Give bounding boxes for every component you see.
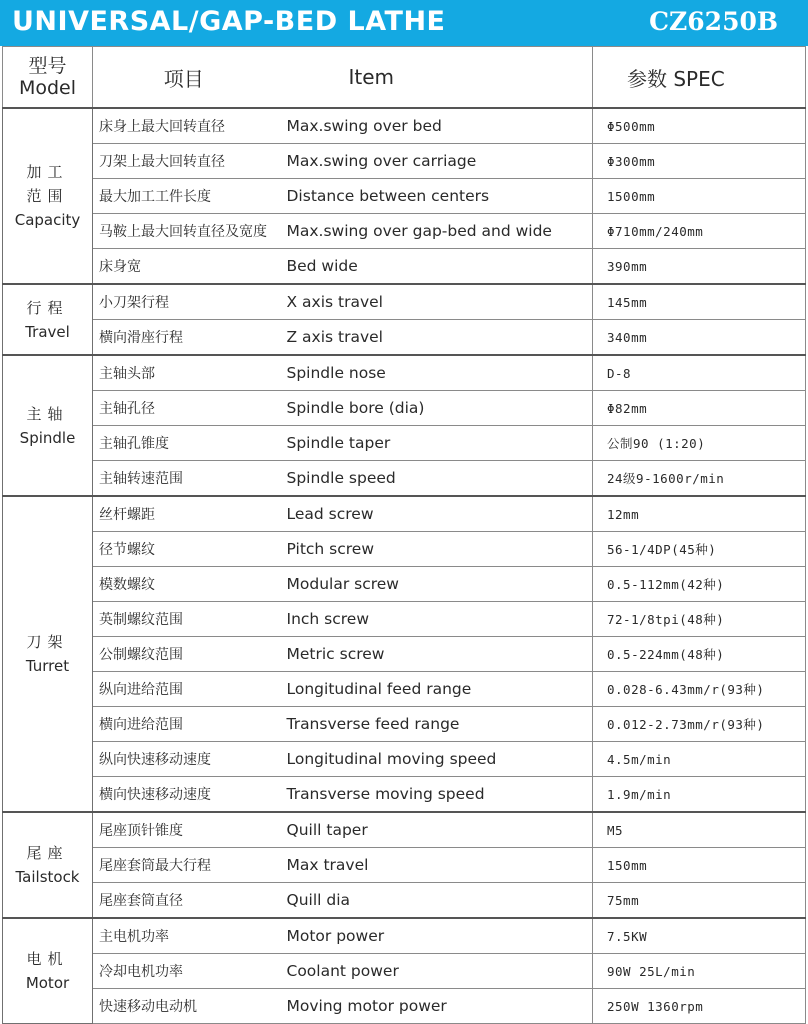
model-number: CZ6250B — [649, 7, 778, 36]
table-row — [3, 777, 806, 813]
spec-table — [2, 46, 806, 1024]
item-name-cn: 横向滑座行程 — [93, 320, 275, 356]
item-name-cn: 尾座顶针锥度 — [93, 812, 275, 848]
item-name-cn: 尾座套筒最大行程 — [93, 848, 275, 883]
item-name-en: X axis travel — [275, 284, 593, 320]
group-label-en: Spindle — [19, 428, 76, 447]
spec-value: 90W 25L/min — [593, 954, 806, 989]
item-name-en: Spindle nose — [275, 355, 593, 391]
spec-value: 12mm — [593, 496, 806, 532]
table-row — [3, 954, 806, 989]
spec-value: 24级9-1600r/min — [593, 461, 806, 497]
item-name-en: Longitudinal feed range — [275, 672, 593, 707]
item-name-en: Metric screw — [275, 637, 593, 672]
table-row — [3, 108, 806, 144]
item-name-en: Spindle speed — [275, 461, 593, 497]
spec-value: 150mm — [593, 848, 806, 883]
item-name-en: Max.swing over bed — [275, 108, 593, 144]
item-name-cn: 尾座套筒直径 — [93, 883, 275, 919]
spec-value: Φ300mm — [593, 144, 806, 179]
spec-table-body — [3, 108, 806, 1024]
group-label — [3, 812, 93, 918]
item-name-en: Max travel — [275, 848, 593, 883]
spec-value: 0.5-224mm(48种) — [593, 637, 806, 672]
group-label-cn: 刀架 — [26, 633, 69, 651]
item-name-cn: 最大加工工件长度 — [93, 179, 275, 214]
item-name-cn: 刀架上最大回转直径 — [93, 144, 275, 179]
table-row — [3, 567, 806, 602]
item-name-cn: 纵向快速移动速度 — [93, 742, 275, 777]
group-label-cn: 加工 范围 — [26, 163, 69, 205]
item-name-en: Motor power — [275, 918, 593, 954]
item-name-en: Distance between centers — [275, 179, 593, 214]
spec-value: 145mm — [593, 284, 806, 320]
table-row — [3, 672, 806, 707]
spec-value: 75mm — [593, 883, 806, 919]
table-row — [3, 918, 806, 954]
item-name-cn: 床身宽 — [93, 249, 275, 285]
spec-value: 1500mm — [593, 179, 806, 214]
header-spec: 参数 SPEC — [593, 47, 806, 109]
table-row — [3, 249, 806, 285]
table-row — [3, 461, 806, 497]
group-label — [3, 918, 93, 1024]
item-name-en: Pitch screw — [275, 532, 593, 567]
item-name-en: Quill taper — [275, 812, 593, 848]
item-name-cn: 横向快速移动速度 — [93, 777, 275, 813]
spec-value: 1.9m/min — [593, 777, 806, 813]
group-label — [3, 496, 93, 812]
group-label-cn: 主轴 — [26, 404, 69, 423]
table-row — [3, 989, 806, 1024]
item-name-cn: 主轴孔锥度 — [93, 426, 275, 461]
item-name-en: Spindle taper — [275, 426, 593, 461]
group-label-en: Turret — [25, 657, 70, 675]
item-name-cn: 丝杆螺距 — [93, 496, 275, 532]
header-model — [3, 47, 93, 109]
item-name-cn: 冷却电机功率 — [93, 954, 275, 989]
item-name-cn: 模数螺纹 — [93, 567, 275, 602]
item-name-en: Inch screw — [275, 602, 593, 637]
spec-value: 7.5KW — [593, 918, 806, 954]
item-name-en: Bed wide — [275, 249, 593, 285]
table-row — [3, 355, 806, 391]
spec-value: Φ500mm — [593, 108, 806, 144]
item-name-cn: 主轴孔径 — [93, 391, 275, 426]
table-row — [3, 426, 806, 461]
item-name-en: Quill dia — [275, 883, 593, 919]
table-row — [3, 637, 806, 672]
spec-value: D-8 — [593, 355, 806, 391]
item-name-en: Transverse feed range — [275, 707, 593, 742]
spec-value: 0.5-112mm(42种) — [593, 567, 806, 602]
item-name-cn: 英制螺纹范围 — [93, 602, 275, 637]
item-name-cn: 主轴转速范围 — [93, 461, 275, 497]
spec-value: 4.5m/min — [593, 742, 806, 777]
item-name-en: Longitudinal moving speed — [275, 742, 593, 777]
item-name-en: Moving motor power — [275, 989, 593, 1024]
item-name-cn: 径节螺纹 — [93, 532, 275, 567]
table-row — [3, 812, 806, 848]
group-label-cn: 电机 — [26, 950, 69, 968]
document-title: UNIVERSAL/GAP-BED LATHE — [12, 6, 446, 37]
group-label — [3, 355, 93, 496]
spec-value: Φ82mm — [593, 391, 806, 426]
header-model-en: Model — [18, 77, 77, 99]
header-item-en: Item — [275, 47, 593, 109]
table-row — [3, 707, 806, 742]
spec-value: 250W 1360rpm — [593, 989, 806, 1024]
spec-value: 公制90 (1:20) — [593, 426, 806, 461]
item-name-en: Coolant power — [275, 954, 593, 989]
item-name-cn: 横向进给范围 — [93, 707, 275, 742]
table-row — [3, 496, 806, 532]
item-name-en: Max.swing over carriage — [275, 144, 593, 179]
group-label-en: Travel — [25, 322, 70, 341]
item-name-cn: 公制螺纹范围 — [93, 637, 275, 672]
group-label — [3, 284, 93, 355]
item-name-cn: 主电机功率 — [93, 918, 275, 954]
spec-value: 56-1/4DP(45种) — [593, 532, 806, 567]
group-label-en: Tailstock — [15, 868, 80, 886]
spec-value: 72-1/8tpi(48种) — [593, 602, 806, 637]
table-row — [3, 144, 806, 179]
group-label-cn: 行程 — [26, 298, 69, 317]
table-row — [3, 883, 806, 919]
item-name-en: Z axis travel — [275, 320, 593, 356]
item-name-cn: 快速移动电动机 — [93, 989, 275, 1024]
item-name-cn: 主轴头部 — [93, 355, 275, 391]
title-banner — [0, 0, 808, 46]
group-label-en: Motor — [25, 974, 70, 992]
table-row — [3, 320, 806, 356]
table-row — [3, 742, 806, 777]
table-row — [3, 848, 806, 883]
table-row — [3, 214, 806, 249]
item-name-cn: 小刀架行程 — [93, 284, 275, 320]
spec-value: M5 — [593, 812, 806, 848]
spec-value: 340mm — [593, 320, 806, 356]
item-name-en: Max.swing over gap-bed and wide — [275, 214, 593, 249]
table-row — [3, 602, 806, 637]
group-label-en: Capacity — [14, 211, 81, 229]
spec-value: 390mm — [593, 249, 806, 285]
table-row — [3, 284, 806, 320]
table-row — [3, 391, 806, 426]
item-name-en: Spindle bore (dia) — [275, 391, 593, 426]
group-label — [3, 108, 93, 284]
header-row — [3, 47, 806, 109]
header-model-cn: 型号 — [28, 55, 67, 77]
header-item-cn: 项目 — [93, 47, 275, 109]
table-row — [3, 532, 806, 567]
item-name-cn: 纵向进给范围 — [93, 672, 275, 707]
item-name-en: Transverse moving speed — [275, 777, 593, 813]
spec-value: 0.012-2.73mm/r(93种) — [593, 707, 806, 742]
item-name-en: Lead screw — [275, 496, 593, 532]
item-name-cn: 床身上最大回转直径 — [93, 108, 275, 144]
spec-value: 0.028-6.43mm/r(93种) — [593, 672, 806, 707]
item-name-en: Modular screw — [275, 567, 593, 602]
group-label-cn: 尾座 — [26, 844, 69, 862]
spec-value: Φ710mm/240mm — [593, 214, 806, 249]
table-row — [3, 179, 806, 214]
item-name-cn: 马鞍上最大回转直径及宽度 — [93, 214, 275, 249]
